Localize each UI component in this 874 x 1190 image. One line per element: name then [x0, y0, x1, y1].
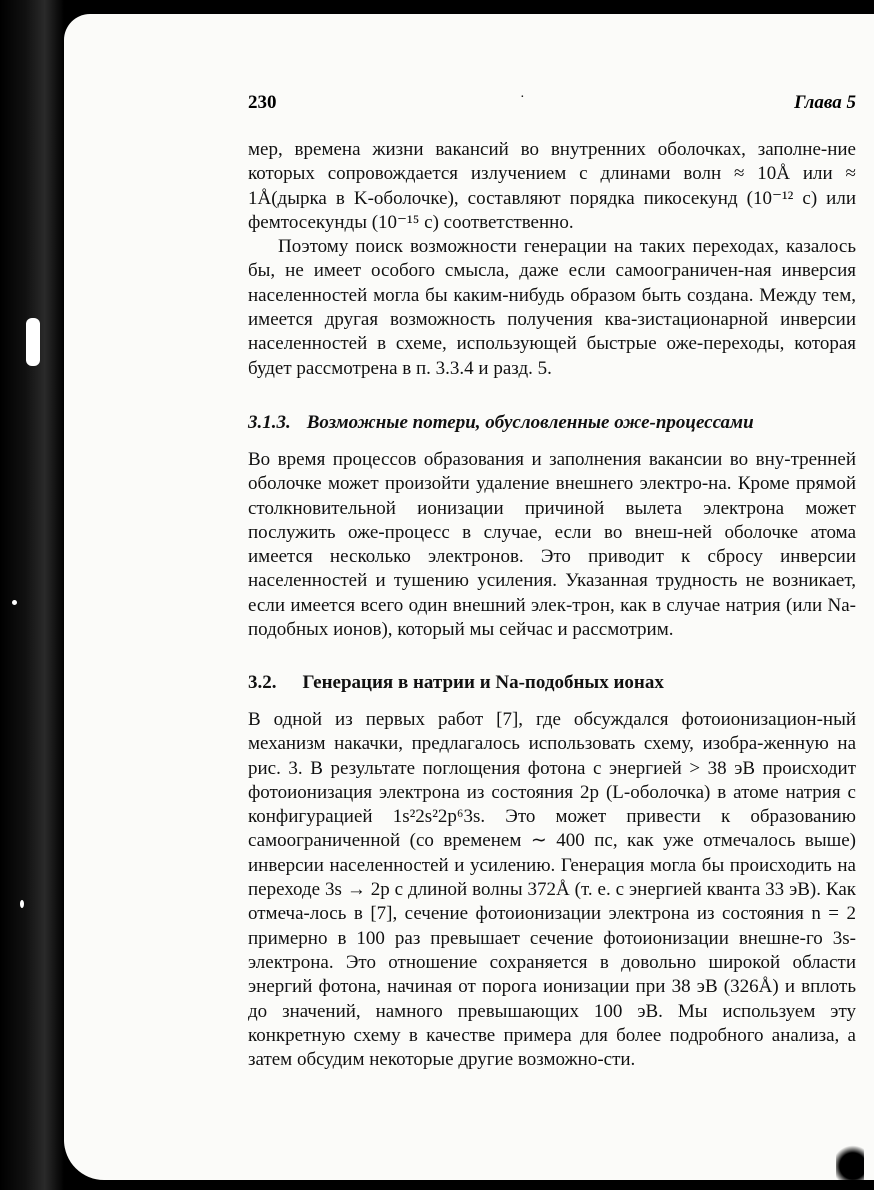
paragraph: Во время процессов образования и заполнения вакансии во вну-тренней оболочке может произойти удаление внешнего электро-на. Кроме прямой столкновительной ионизации причиной вылета электрона может послужить оже-процесс в случае, если во внеш-ней оболочке атома имеется несколько электронов. Это приводит к сбросу инверсии населенностей и тушению усиления. Указанная трудность не возникает, если имеется всего один внешний элек-трон, как в случае натрия (или Na-подобных ионов), который мы сейчас и рассмотрим. [248, 449, 856, 641]
page-header [248, 92, 856, 118]
scan-mark [836, 1142, 864, 1182]
paragraph: Поэтому поиск возможности генерации на таких переходах, казалось бы, не имеет особого смысла, даже если самоограничен-ная инверсия населенностей могла бы каким-нибудь образом быть создана. Между тем, имеется другая возможность получения ква-зистационарной инверсии населенностей в схеме, использующей быстрые оже-переходы, которая будет рассмотрена в п. 3.3.4 и разд. 5. [248, 236, 856, 379]
body-text-3 [248, 708, 856, 1072]
section-number: 3.2. [248, 672, 277, 693]
body-text-1 [248, 138, 856, 381]
subsection-title: Возможные потери, обусловленные оже-процессами [306, 412, 754, 433]
subsection-number: 3.1.3. [248, 412, 291, 433]
running-head: Глава 5 [794, 92, 856, 113]
section-title: Генерация в натрии и Na-подобных ионах [302, 672, 664, 693]
scan-speck [26, 318, 40, 366]
header-mark: · [520, 90, 525, 105]
body-text-2 [248, 448, 856, 642]
paragraph: В одной из первых работ [7], где обсуждался фотоионизацион-ный механизм накачки, предлагалось использовать схему, изобра-женную на рис. 3. В результате поглощения фотона с энергией > 38 эВ происходит фотоионизация электрона из состояния 2p (L-оболочка) в атоме натрия с конфигурацией 1s²2s²2p⁶3s. Это может привести к образованию самоограниченной (со временем ∼ 400 пс, как уже отмечалось выше) инверсии населенностей и усилению. Генерация могла бы происходить на переходе 3s → 2p с длиной волны 372Å (т. е. с энергией кванта 33 эВ). Как отмеча-лось в [7], сечение фотоионизации электрона из состояния n = 2 примерно в 100 раз превышает сечение фотоионизации внешне-го 3s-электрона. Это отношение сохраняется в довольно широкой области энергий фотона, начиная от порога ионизации при 38 эВ (326Å) и вплоть до значений, намного превышающих 100 эВ. Мы используем эту конкретную схему в качестве примера для более подробного анализа, а затем обсудим некоторые другие возможно-сти. [248, 709, 856, 1071]
page-shadow [0, 0, 64, 1190]
section-heading [248, 672, 856, 694]
paragraph: мер, времена жизни вакансий во внутренних оболочках, заполне-ние которых сопровождается излучением с длинами волн ≈ 10Å или ≈ 1Å(дырка в K-оболочке), составляют порядка пикосекунд (10⁻¹² с) или фемтосекунды (10⁻¹⁵ с) соответственно. [248, 139, 856, 233]
scan-speck [20, 900, 24, 908]
page-number: 230 [248, 92, 277, 113]
subsection-heading [248, 412, 856, 434]
scan-speck [12, 600, 17, 605]
